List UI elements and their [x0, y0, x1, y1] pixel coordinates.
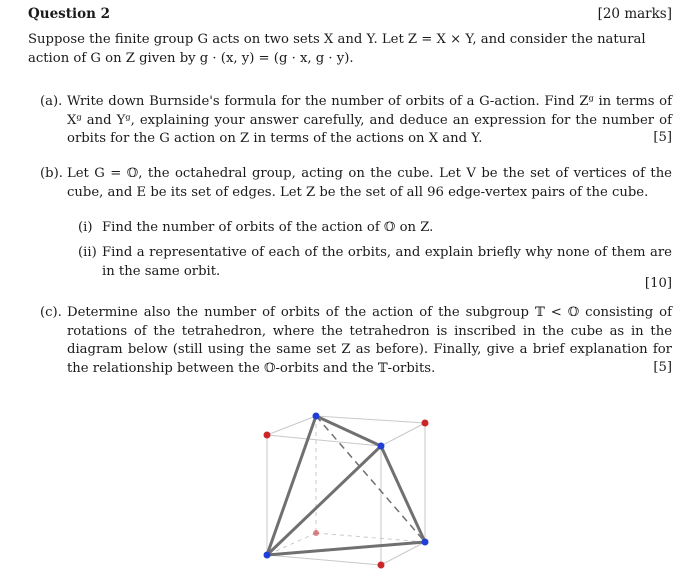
tetra-edge: [267, 416, 316, 555]
cube-edge: [381, 423, 425, 446]
other-vertex: [422, 420, 429, 427]
question-intro: Suppose the finite group G acts on two sets X and Y. Let Z = X × Y, and consider the natural action of G on Z given by g · (x, y) = (g · x, g · y).: [28, 32, 646, 66]
part-b-label: (b).: [40, 166, 63, 181]
part-a-label: (a).: [40, 94, 63, 109]
cube-edge: [267, 555, 381, 565]
question-total-marks: [20 marks]: [597, 6, 672, 22]
tetra-vertex: [264, 552, 271, 559]
other-vertex: [313, 530, 319, 536]
question-title: Question 2: [28, 6, 111, 22]
cube-edge-hidden: [316, 533, 425, 542]
part-b-i-label: (i): [78, 220, 93, 235]
part-a-text: Write down Burnside's formula for the number of orbits of a G-action. Find Zᵍ in terms of Xᵍ and Yᵍ, explaining your answer carefully, and deduce an expression for the number of orbits for the G action on Z in terms of the actions on X and Y.: [67, 94, 672, 146]
part-b-ii-label: (ii): [78, 245, 97, 260]
tetra-edge: [316, 416, 381, 446]
part-b-text: Let G = 𝕆, the octahedral group, acting on the cube. Let V be the set of vertices of the cube, and E be its set of edges. Let Z be the set of all 96 edge-vertex pairs of the cube.: [67, 166, 672, 200]
part-c-text: Determine also the number of orbits of the action of the subgroup 𝕋 < 𝕆 consisting of rotations of the tetrahedron, where the tetrahedron is inscribed in the cube as in the diagram below (still using the same set Z as before). Finally, give a brief explanation for the relationship between the 𝕆-orbits and the 𝕋-orbits.: [67, 305, 672, 376]
other-vertex: [378, 562, 385, 569]
tetra-edge: [381, 446, 425, 542]
part-c-marks: [5]: [653, 360, 672, 375]
cube-tetrahedron-diagram: [250, 405, 450, 579]
tetra-edge-hidden: [316, 416, 425, 542]
part-b-ii-text: Find a representative of each of the orbits, and explain briefly why none of them are in the same orbit.: [102, 245, 672, 279]
cube-edge: [267, 416, 316, 435]
part-b-i-text: Find the number of orbits of the action of 𝕆 on Z.: [102, 220, 434, 235]
tetra-edge: [267, 446, 381, 555]
part-a-marks: [5]: [653, 130, 672, 145]
part-c-label: (c).: [40, 305, 62, 320]
other-vertex: [264, 432, 271, 439]
tetra-vertex: [378, 443, 385, 450]
tetra-vertex: [313, 413, 320, 420]
tetra-vertex: [422, 539, 429, 546]
part-b-marks: [10]: [644, 276, 672, 291]
